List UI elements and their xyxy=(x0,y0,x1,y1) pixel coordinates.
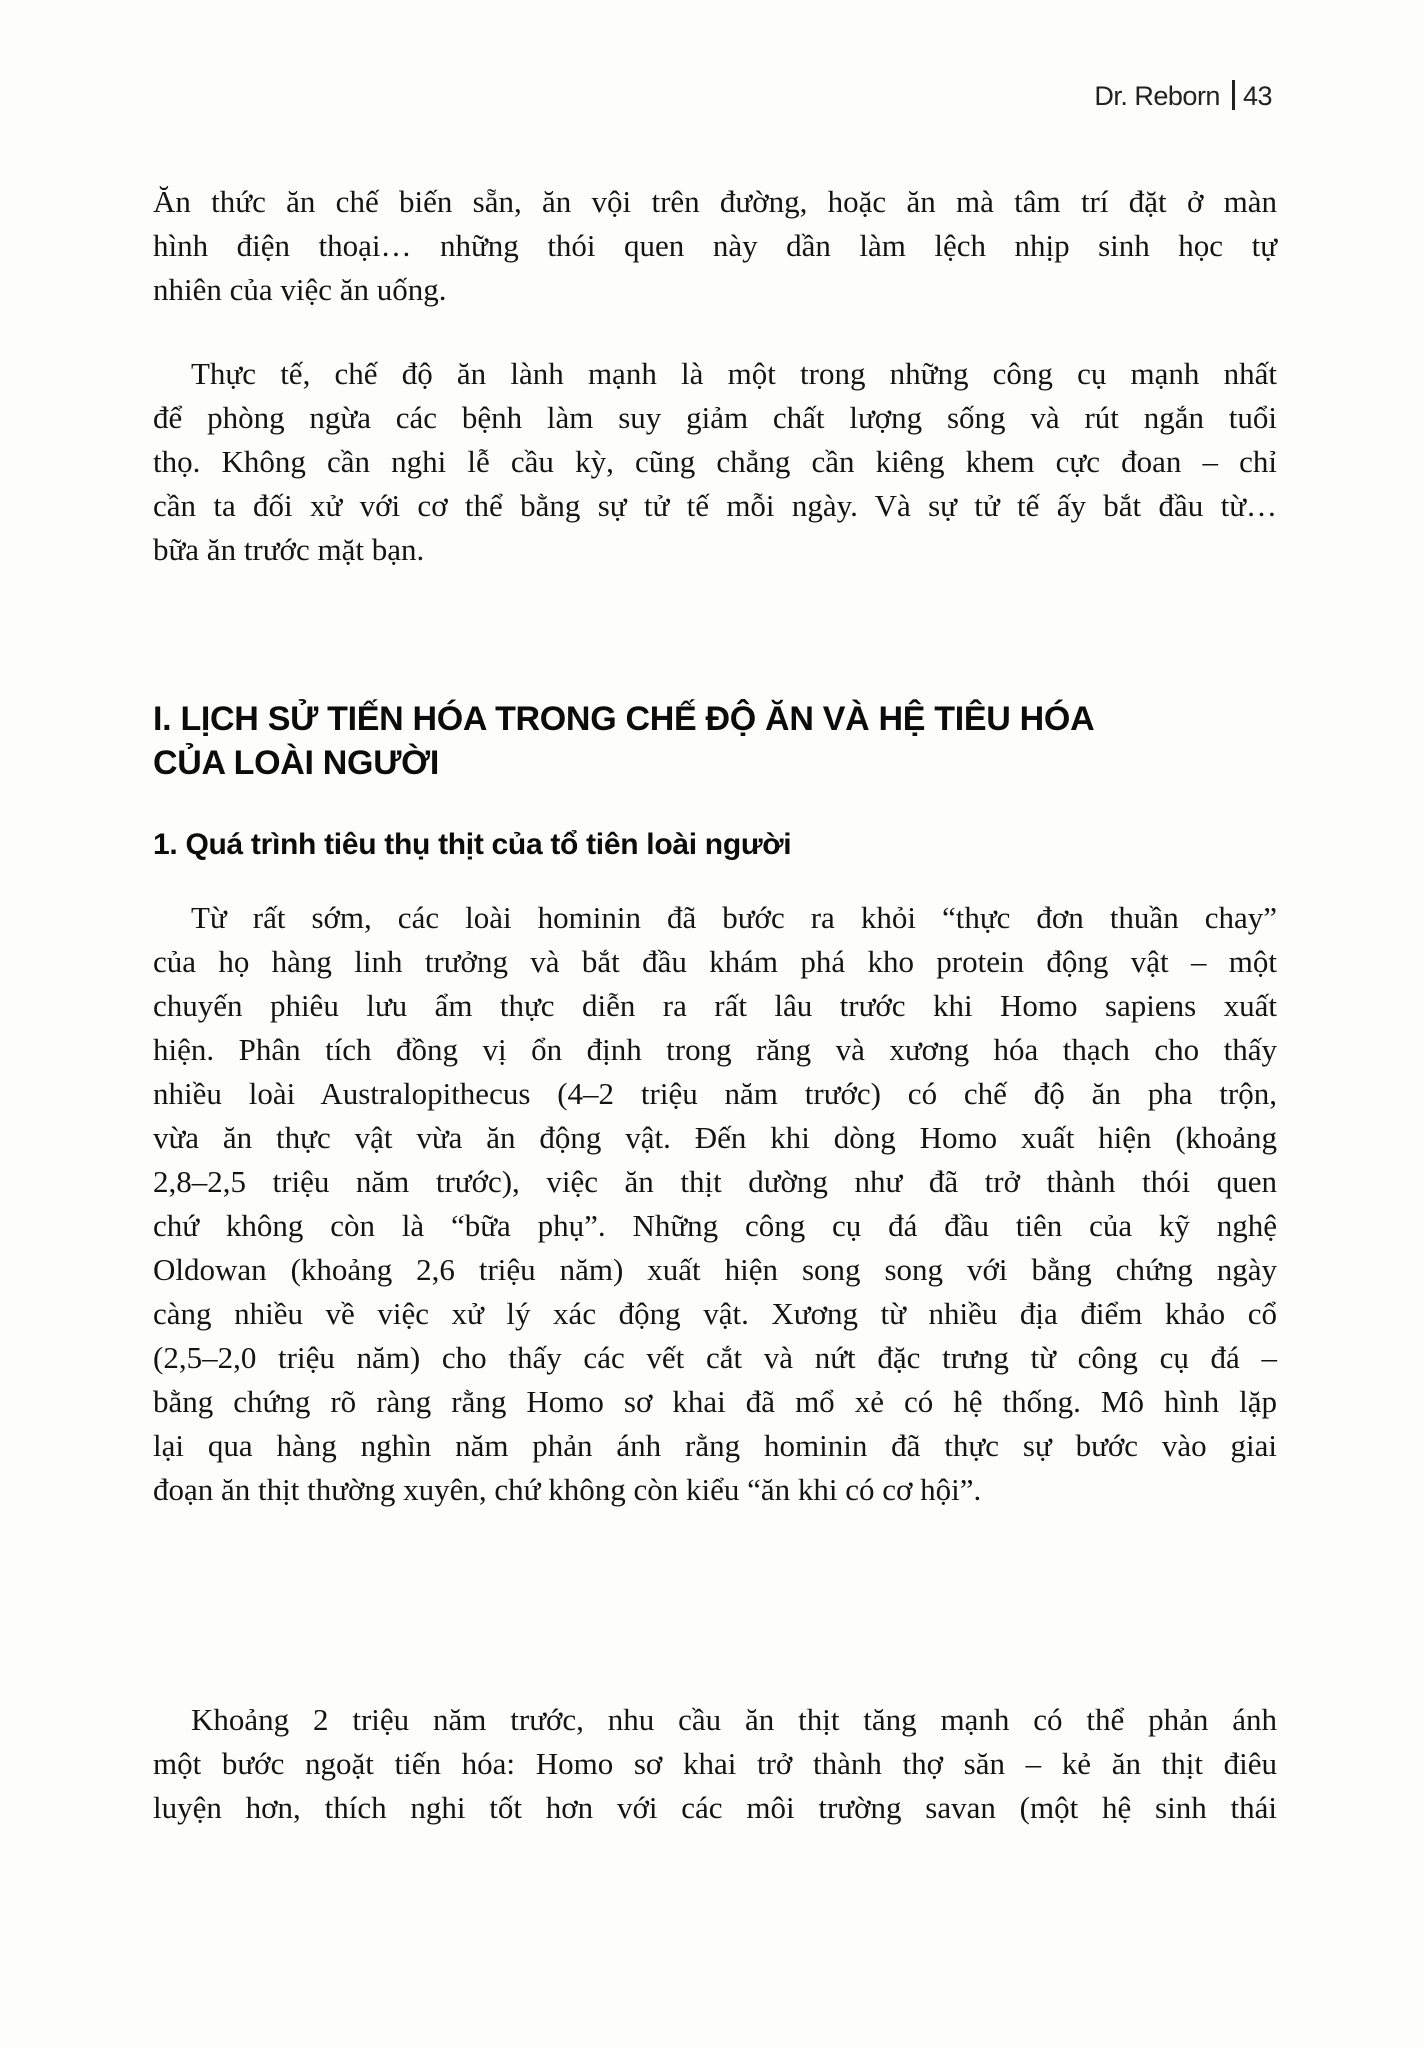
text-line: 2,8–2,5 triệu năm trước), việc ăn thịt dường như đã trở thành thói quen xyxy=(153,1164,1277,1199)
text-line: đoạn ăn thịt thường xuyên, chứ không còn kiểu “ăn khi có cơ hội”. xyxy=(153,1472,982,1507)
text-line: Khoảng 2 triệu năm trước, nhu cầu ăn thịt tăng mạnh có thể phản ánh xyxy=(191,1702,1277,1737)
paragraph-section-1 xyxy=(153,896,1277,1512)
text-line: Ăn thức ăn chế biến sẵn, ăn vội trên đường, hoặc ăn mà tâm trí đặt ở màn xyxy=(153,184,1277,219)
text-line: một bước ngoặt tiến hóa: Homo sơ khai trở thành thợ săn – kẻ ăn thịt điêu xyxy=(153,1746,1277,1781)
book-title: Dr. Reborn xyxy=(1094,81,1220,111)
section-heading-line: I. LỊCH SỬ TIẾN HÓA TRONG CHẾ ĐỘ ĂN VÀ HỆ TIÊU HÓA xyxy=(153,700,1095,738)
text-line: nhiều loài Australopithecus (4–2 triệu năm trước) có chế độ ăn pha trộn, xyxy=(153,1076,1277,1111)
text-line: hình điện thoại… những thói quen này dần làm lệch nhịp sinh học tự xyxy=(153,228,1277,263)
text-line: bữa ăn trước mặt bạn. xyxy=(153,532,425,567)
text-line: để phòng ngừa các bệnh làm suy giảm chất lượng sống và rút ngắn tuổi xyxy=(153,400,1277,435)
text-line: luyện hơn, thích nghi tốt hơn với các môi trường savan (một hệ sinh thái xyxy=(153,1790,1277,1825)
page-number: 43 xyxy=(1242,81,1272,111)
text-line: Thực tế, chế độ ăn lành mạnh là một trong những công cụ mạnh nhất xyxy=(191,356,1277,391)
text-line: Oldowan (khoảng 2,6 triệu năm) xuất hiện song song với bằng chứng ngày xyxy=(153,1252,1277,1287)
subsection-heading: 1. Quá trình tiêu thụ thịt của tổ tiên loài người xyxy=(153,828,792,861)
text-line: bằng chứng rõ ràng rằng Homo sơ khai đã mổ xẻ có hệ thống. Mô hình lặp xyxy=(153,1384,1277,1419)
text-line: vừa ăn thực vật vừa ăn động vật. Đến khi dòng Homo xuất hiện (khoảng xyxy=(153,1120,1277,1155)
text-line: nhiên của việc ăn uống. xyxy=(153,272,447,307)
section-heading-line: CỦA LOÀI NGƯỜI xyxy=(153,744,439,782)
running-header xyxy=(1094,80,1272,112)
header-separator xyxy=(1232,80,1235,110)
paragraph-intro-1 xyxy=(153,180,1277,312)
text-line: chứ không còn là “bữa phụ”. Những công cụ đá đầu tiên của kỹ nghệ xyxy=(153,1208,1277,1243)
paragraph-section-2 xyxy=(153,1698,1277,1830)
text-line: thọ. Không cần nghi lễ cầu kỳ, cũng chẳng cần kiêng khem cực đoan – chỉ xyxy=(153,444,1277,479)
text-line: hiện. Phân tích đồng vị ổn định trong răng và xương hóa thạch cho thấy xyxy=(153,1032,1277,1067)
text-line: càng nhiều về việc xử lý xác động vật. Xương từ nhiều địa điểm khảo cổ xyxy=(153,1296,1277,1331)
text-line: của họ hàng linh trưởng và bắt đầu khám phá kho protein động vật – một xyxy=(153,944,1277,979)
text-line: (2,5–2,0 triệu năm) cho thấy các vết cắt và nứt đặc trưng từ công cụ đá – xyxy=(153,1340,1277,1375)
text-line: chuyến phiêu lưu ẩm thực diễn ra rất lâu trước khi Homo sapiens xuất xyxy=(153,988,1277,1023)
text-line: cần ta đối xử với cơ thể bằng sự tử tế mỗi ngày. Và sự tử tế ấy bắt đầu từ… xyxy=(153,488,1277,523)
section-heading xyxy=(153,697,1277,785)
paragraph-intro-2 xyxy=(153,352,1277,572)
text-line: Từ rất sớm, các loài hominin đã bước ra khỏi “thực đơn thuần chay” xyxy=(191,900,1277,935)
text-line: lại qua hàng nghìn năm phản ánh rằng hominin đã thực sự bước vào giai xyxy=(153,1428,1277,1463)
